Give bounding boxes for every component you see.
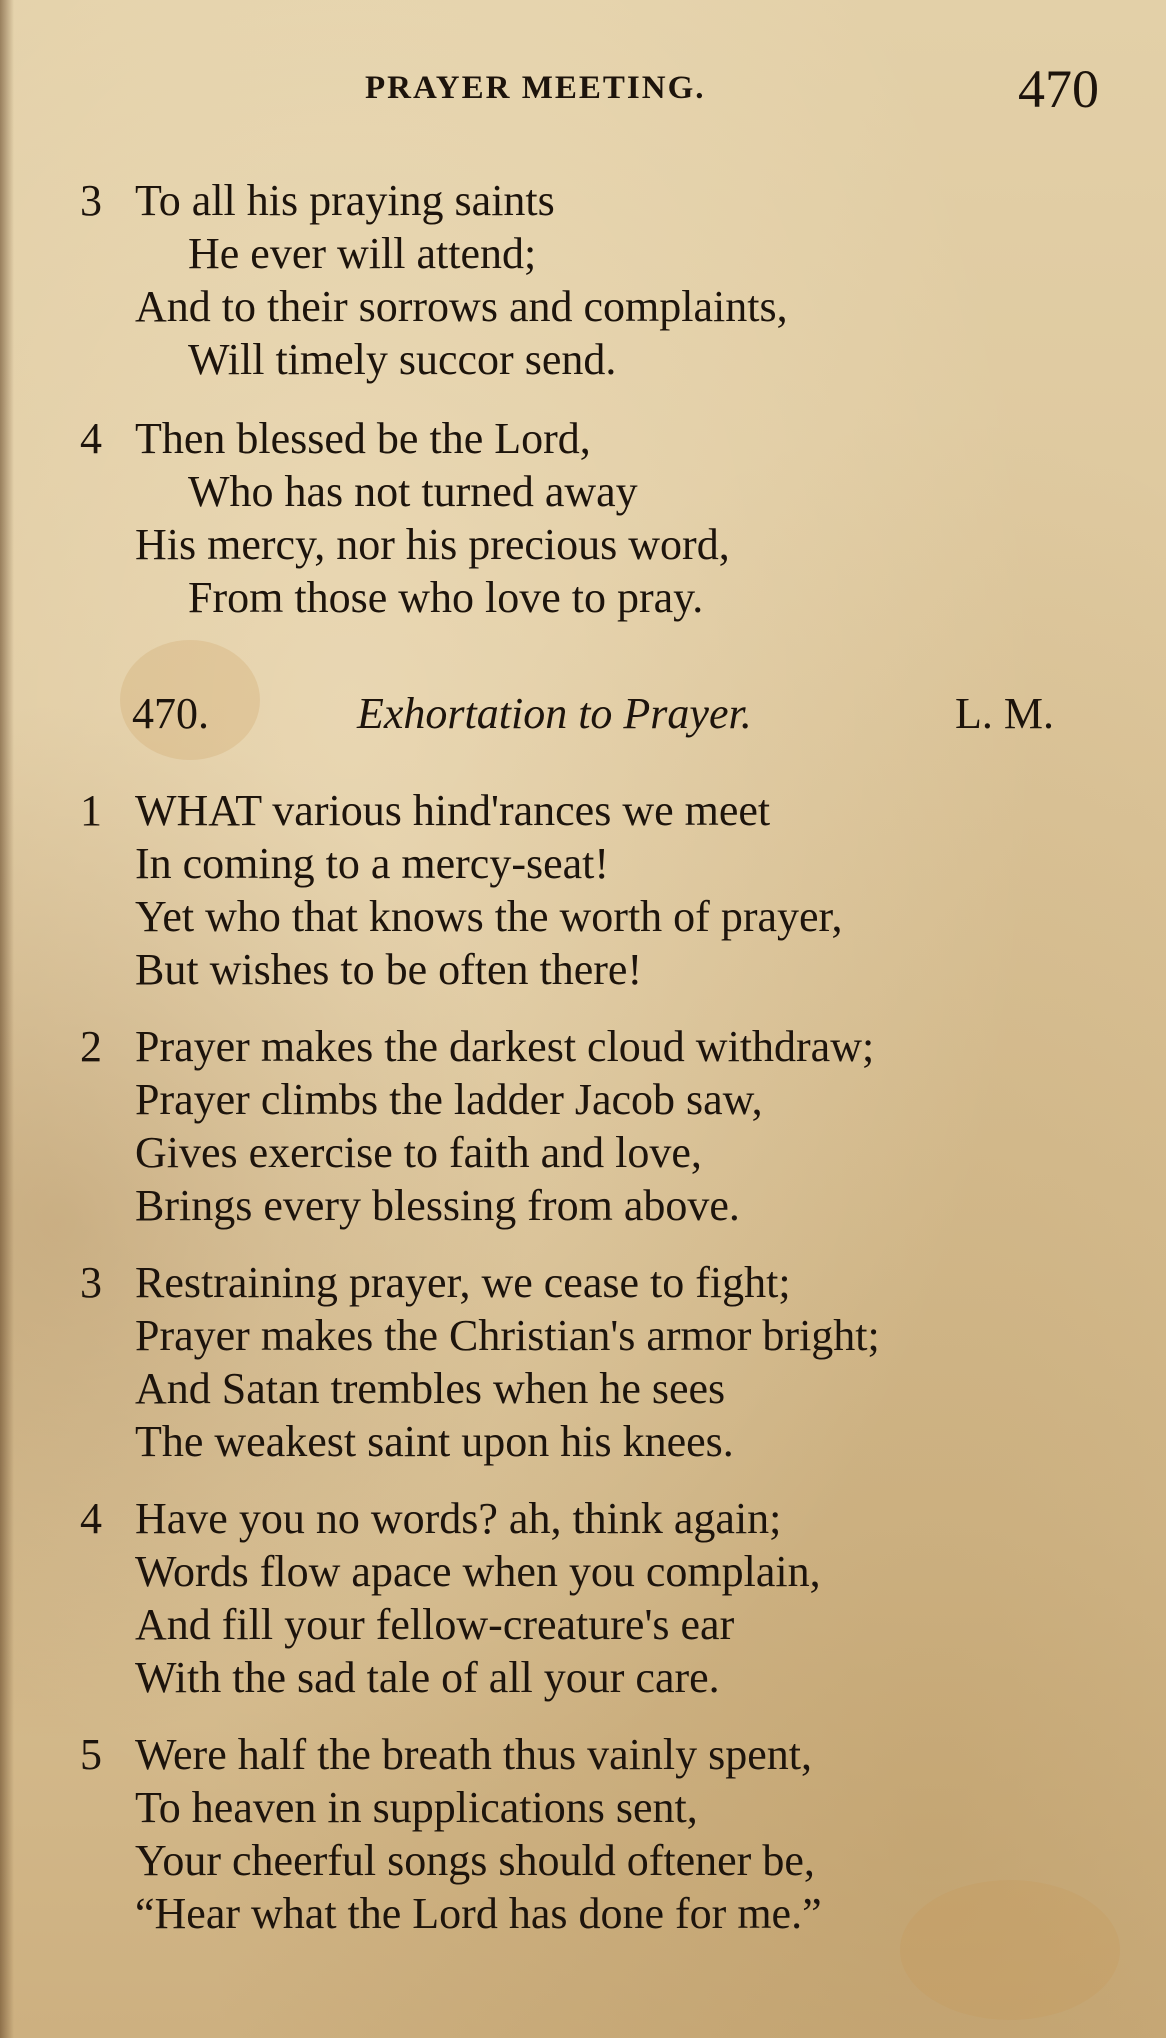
verse-line: In coming to a mercy-seat! [135,839,610,888]
verse-line: To heaven in supplications sent, [135,1783,698,1832]
verse-line: Words flow apace when you complain, [135,1547,821,1596]
verse-line: And to their sorrows and complaints, [135,282,788,331]
verse-line: With the sad tale of all your care. [135,1653,720,1702]
verse-line: Have you no words? ah, think again; [135,1494,782,1543]
verse-line: And fill your fellow-creature's ear [135,1600,735,1649]
verse-line: Will timely succor send. [188,335,617,384]
hymn-title: Exhortation to Prayer. [357,689,752,738]
stanza-number: 4 [80,414,102,463]
verse-line: Your cheerful songs should oftener be, [135,1836,815,1885]
verse-line: From those who love to pray. [188,573,704,622]
stanza-number: 1 [80,786,102,835]
verse-line: Brings every blessing from above. [135,1181,740,1230]
verse-line: Gives exercise to faith and love, [135,1128,702,1177]
verse-line: Restraining prayer, we cease to fight; [135,1258,791,1307]
hymn-number: 470. [132,689,209,738]
page-number: 470 [1018,59,1099,119]
running-header [0,58,1166,118]
header-title: PRAYER MEETING. [365,70,706,106]
stanza-number: 3 [80,176,102,225]
verse-line: WHAT various hind'rances we meet [135,786,771,835]
verse-line: Then blessed be the Lord, [135,414,591,463]
verse-line: Prayer makes the Christian's armor bright; [135,1311,880,1360]
verse-line: The weakest saint upon his knees. [135,1417,734,1466]
stanza-number: 5 [80,1730,102,1779]
page-edge-shadow [0,0,14,2038]
hymn-heading [0,688,1166,748]
hymn-meter: L. M. [955,689,1054,738]
verse-line: His mercy, nor his precious word, [135,520,730,569]
verse-line: And Satan trembles when he sees [135,1364,726,1413]
stanza-number: 4 [80,1494,102,1543]
verse-line: Who has not turned away [188,467,638,516]
verse-line: He ever will attend; [188,229,537,278]
verse-line: But wishes to be often there! [135,945,643,994]
verse-line: Were half the breath thus vainly spent, [135,1730,813,1779]
stanza-number: 3 [80,1258,102,1307]
verse-line: “Hear what the Lord has done for me.” [135,1889,822,1938]
verse-line: Yet who that knows the worth of prayer, [135,892,843,941]
verse-line: Prayer climbs the ladder Jacob saw, [135,1075,763,1124]
stanza-number: 2 [80,1022,102,1071]
verse-line: To all his praying saints [135,176,555,225]
paper-stain [900,1880,1120,2020]
verse-line: Prayer makes the darkest cloud withdraw; [135,1022,875,1071]
